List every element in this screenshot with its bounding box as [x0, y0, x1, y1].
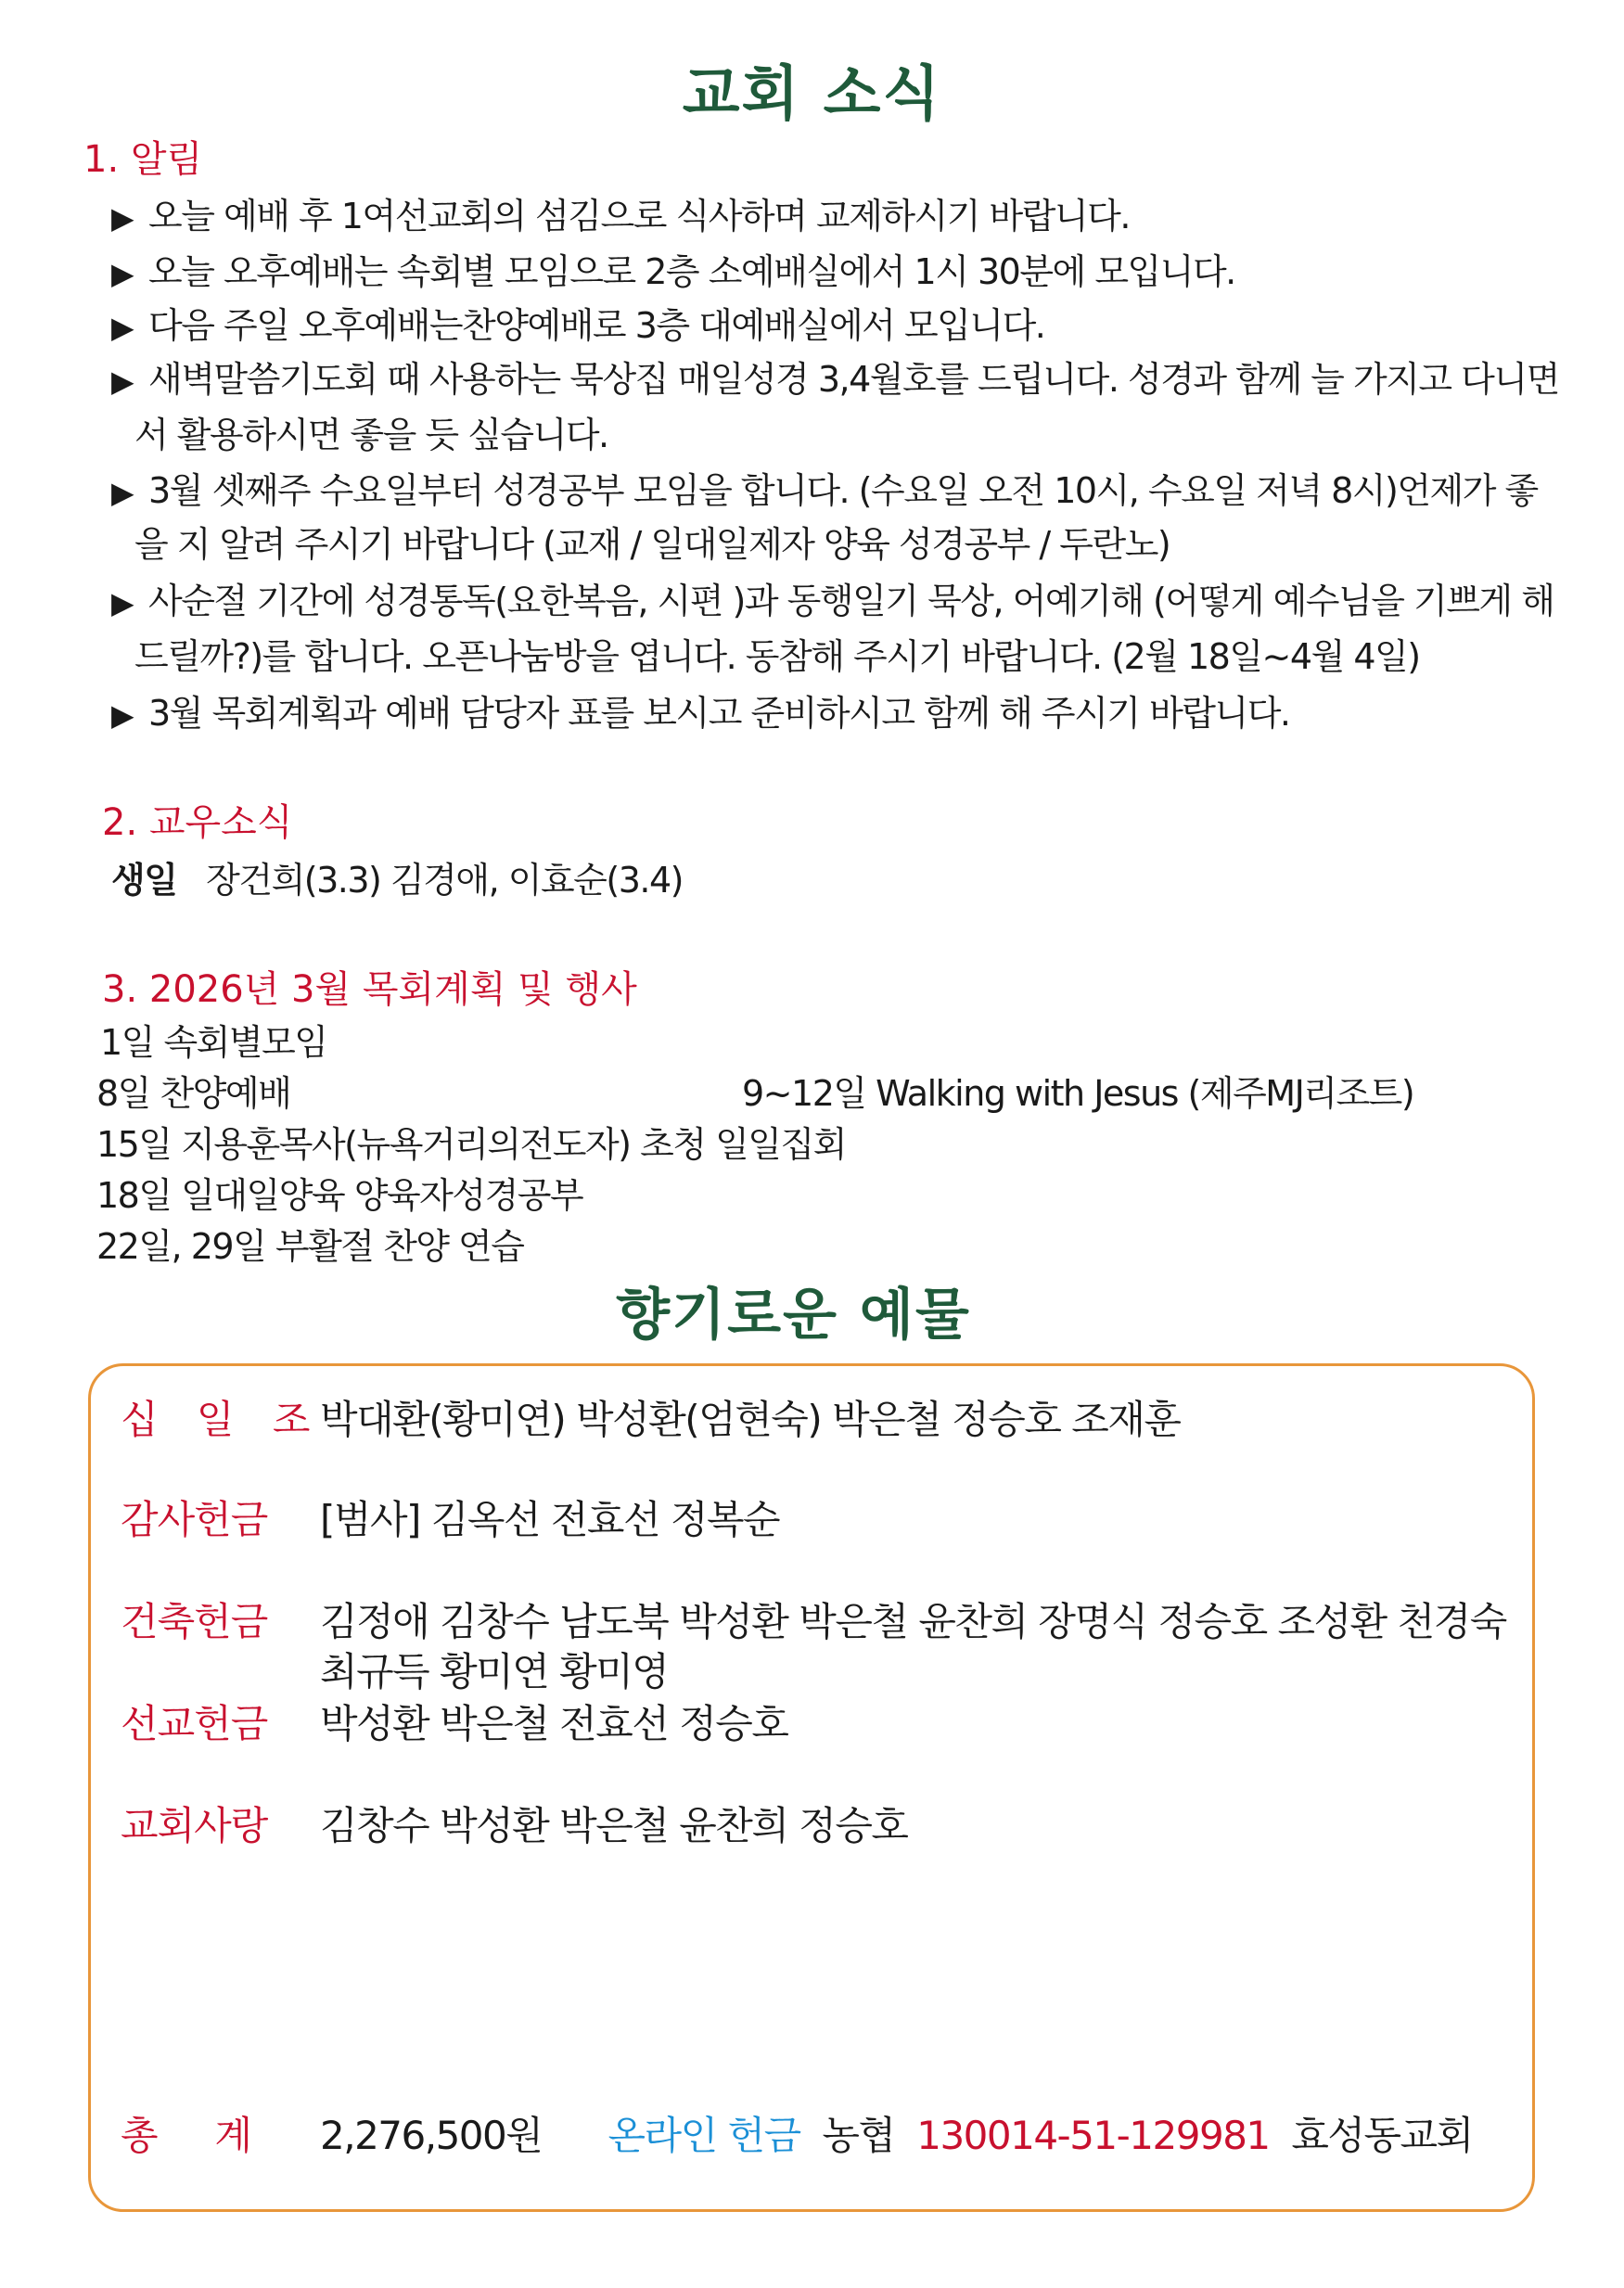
plan-line: 8일 찬양예배: [96, 1073, 291, 1114]
bullet-icon: ▶: [111, 200, 134, 236]
offering-label-mission: 선교헌금: [121, 1701, 268, 1746]
bullet-icon: ▶: [111, 475, 134, 510]
page-title: 교회 소식: [682, 60, 942, 129]
offering-names-thanks: [범사] 김옥선 전효선 정복순: [320, 1497, 780, 1542]
notice-item: ▶ 오늘 오후예배는 속회별 모임으로 2층 소예배실에서 1시 30분에 모입니다.: [111, 251, 1235, 292]
offering-label-tithe: 십 일 조: [121, 1397, 324, 1442]
section-heading-notices: 1. 알림: [83, 138, 203, 181]
notice-item: ▶ 다음 주일 오후예배는찬양예배로 3층 대예배실에서 모입니다.: [111, 305, 1045, 346]
notice-item-continued: 드릴까?)를 합니다. 오픈나눔방을 엽니다. 동참해 주시기 바랍니다. (2월 18일~4월 4일): [134, 636, 1420, 677]
notice-item: ▶ 3월 목회계획과 예배 담당자 표를 보시고 준비하시고 함께 해 주시기 바랍니다.: [111, 693, 1290, 734]
account-holder: 효성동교회: [1291, 2113, 1473, 2158]
bullet-icon: ▶: [111, 256, 134, 291]
bullet-icon: ▶: [111, 310, 134, 345]
notice-item: ▶ 3월 셋째주 수요일부터 성경공부 모임을 합니다. (수요일 오전 10시, 수요일 저녁 8시)언제가 좋: [111, 470, 1538, 511]
offering-box: [88, 1363, 1535, 2212]
offering-names-tithe: 박대환(황미연) 박성환(엄현숙) 박은철 정승호 조재훈: [320, 1397, 1181, 1442]
offering-label-building: 건축헌금: [121, 1599, 268, 1644]
notice-item-continued: 을 지 알려 주시기 바랍니다 (교재 / 일대일제자 양육 성경공부 / 두란노): [134, 524, 1170, 565]
bullet-icon: ▶: [111, 697, 134, 733]
offering-names-building-continued: 최규득 황미연 황미영: [320, 1649, 669, 1694]
account-number: 130014-51-129981: [916, 2113, 1270, 2158]
total-label: 총 계: [121, 2113, 251, 2158]
plan-line: 22일, 29일 부활절 찬양 연습: [96, 1226, 524, 1267]
offering-label-thanks: 감사헌금: [121, 1497, 268, 1542]
notice-item: ▶ 새벽말씀기도회 때 사용하는 묵상집 매일성경 3,4월호를 드립니다. 성경과 함께 늘 가지고 다니면: [111, 359, 1559, 400]
bank-name: 농협: [822, 2113, 895, 2158]
birthday-names: 장건희(3.3) 김경애, 이효순(3.4): [206, 860, 683, 901]
offering-names-church-love: 김창수 박성환 박은철 윤찬희 정승호: [320, 1803, 908, 1848]
offering-names-mission: 박성환 박은철 전효선 정승호: [320, 1701, 788, 1746]
total-amount: 2,276,500원: [320, 2113, 543, 2158]
plan-line-event: 9~12일 Walking with Jesus (제주MJ리조트): [742, 1073, 1414, 1114]
offering-title: 향기로운 예물: [616, 1283, 971, 1348]
section-heading-plan: 3. 2026년 3월 목회계획 및 행사: [102, 968, 637, 1011]
birthday-line: [111, 851, 683, 902]
bullet-icon: ▶: [111, 364, 134, 399]
birthday-label: 생일: [111, 860, 177, 901]
notice-item-continued: 서 활용하시면 좋을 듯 싶습니다.: [134, 415, 608, 455]
plan-line: 1일 속회별모임: [100, 1022, 327, 1063]
total-line: [320, 2105, 1473, 2161]
plan-line: 18일 일대일양육 양육자성경공부: [96, 1175, 583, 1216]
offering-label-church-love: 교회사랑: [121, 1803, 268, 1848]
notice-item: ▶ 사순절 기간에 성경통독(요한복음, 시편 )과 동행일기 묵상, 어예기해 (어떻게 예수님을 기쁘게 해: [111, 581, 1554, 621]
section-heading-members: 2. 교우소식: [102, 801, 293, 844]
plan-line: 15일 지용훈목사(뉴욕거리의전도자) 초청 일일집회: [96, 1124, 846, 1165]
online-offering-label: 온라인 헌금: [607, 2113, 800, 2158]
offering-names-building: 김정애 김창수 남도북 박성환 박은철 윤찬희 장명식 정승호 조성환 천경숙: [320, 1599, 1506, 1644]
bullet-icon: ▶: [111, 585, 134, 620]
notice-item: ▶ 오늘 예배 후 1여선교회의 섬김으로 식사하며 교제하시기 바랍니다.: [111, 196, 1130, 236]
